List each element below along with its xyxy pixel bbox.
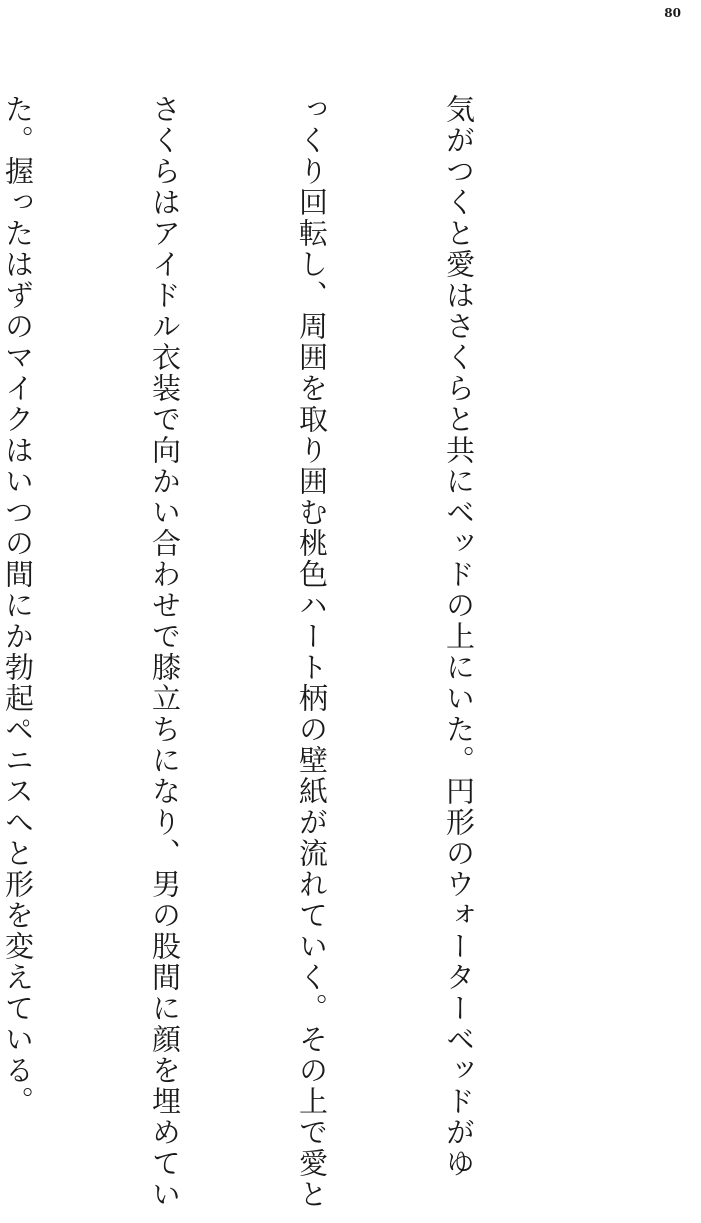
text-line: 気がつくと愛はさくらと共にベッドの上にいた。円形のウォーターベッドがゆ [442,94,476,1179]
page-number: 80 [664,6,681,20]
text-line: さくらはアイドル衣装で向かい合わせで膝立ちになり、男の股間に顔を埋めてい [148,94,182,1210]
text-line: っくり回転し、周囲を取り囲む桃色ハート柄の壁紙が流れていく。その上で愛と [295,94,329,1210]
text-line: た。握ったはずのマイクはいつの間にか勃起ペニスへと形を変えている。 [1,94,35,1117]
body-text [0,94,581,1210]
